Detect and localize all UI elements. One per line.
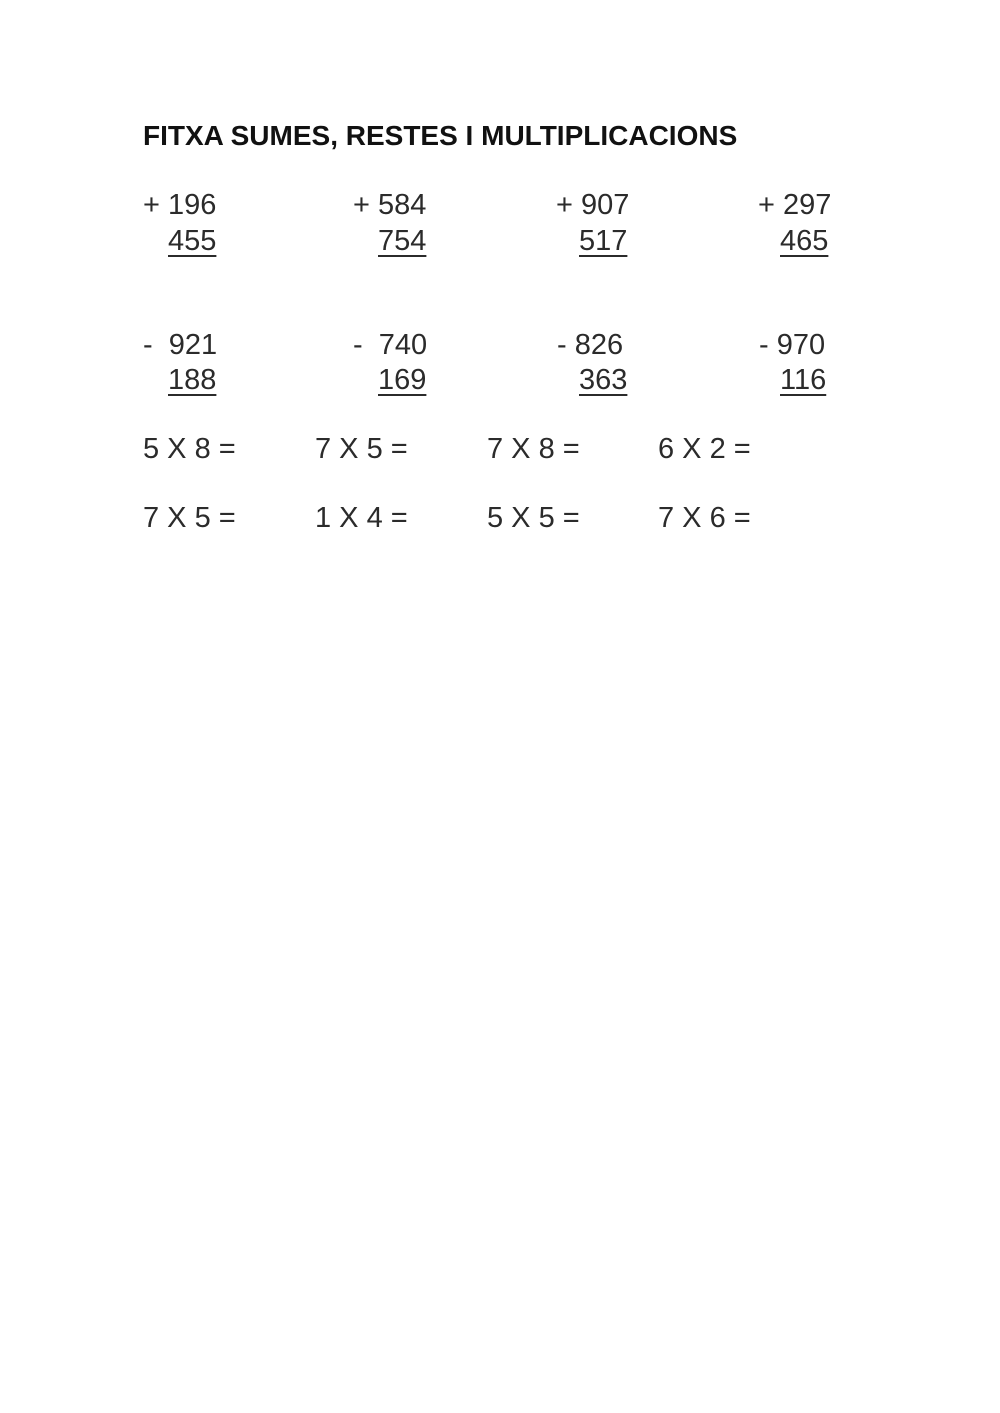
addition-4-bottom: 465: [780, 225, 829, 257]
addition-3-top: + 907: [556, 189, 630, 221]
multiplication-r1-c4: 6 X 2 =: [658, 433, 751, 465]
multiplication-r2-c3: 5 X 5 =: [487, 502, 580, 534]
addition-2-bottom: 754: [378, 225, 427, 257]
multiplication-r2-c1: 7 X 5 =: [143, 502, 236, 534]
worksheet-title: FITXA SUMES, RESTES I MULTIPLICACIONS: [143, 120, 738, 151]
multiplication-r1-c2: 7 X 5 =: [315, 433, 408, 465]
addition-1-top: + 196: [143, 189, 217, 221]
addition-1-bottom: 455: [168, 225, 217, 257]
subtraction-3-bottom: 363: [579, 364, 628, 396]
subtraction-2-top: - 740: [353, 329, 428, 361]
addition-2-top: + 584: [353, 189, 427, 221]
subtraction-2-bottom: 169: [378, 364, 427, 396]
multiplication-r1-c1: 5 X 8 =: [143, 433, 236, 465]
multiplication-r2-c4: 7 X 6 =: [658, 502, 751, 534]
addition-4-top: + 297: [758, 189, 832, 221]
subtraction-3-top: - 826: [557, 329, 624, 361]
subtraction-1-bottom: 188: [168, 364, 217, 396]
subtraction-1-top: - 921: [143, 329, 218, 361]
multiplication-r2-c2: 1 X 4 =: [315, 502, 408, 534]
addition-3-bottom: 517: [579, 225, 628, 257]
multiplication-r1-c3: 7 X 8 =: [487, 433, 580, 465]
subtraction-4-top: - 970: [759, 329, 826, 361]
subtraction-4-bottom: 116: [780, 364, 827, 396]
